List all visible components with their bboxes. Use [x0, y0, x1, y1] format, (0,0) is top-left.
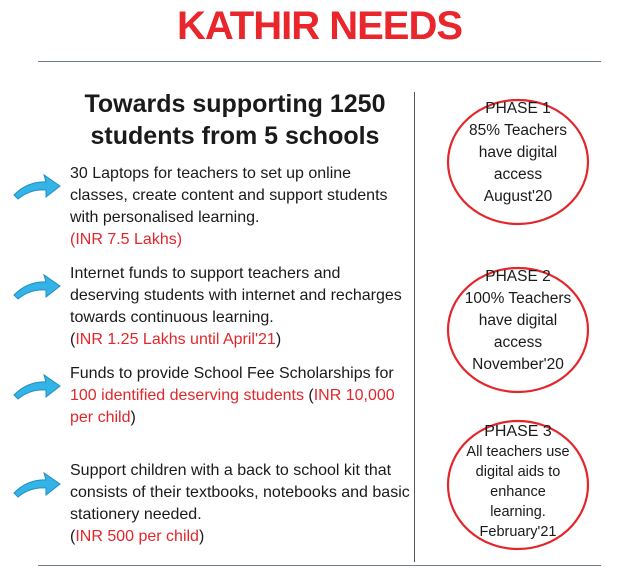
phase-label: PHASE 2 [485, 268, 551, 285]
arrow-right-icon [12, 273, 62, 303]
need-item-laptops [70, 163, 410, 251]
arrow-right-icon [12, 373, 62, 403]
top-divider [38, 61, 601, 62]
arrow-right-icon [12, 173, 62, 203]
arrow-right-icon [12, 471, 62, 501]
item-cost: INR 1.25 Lakhs until April'21 [75, 331, 276, 348]
item-highlight: 100 identified deserving students [70, 387, 304, 404]
item-cost: INR 10,000 per child [70, 387, 395, 426]
item-cost: (INR 7.5 Lakhs) [70, 231, 183, 248]
item-text: Funds to provide School Fee Scholarships for [70, 365, 394, 382]
item-cost: INR 500 per child [75, 528, 199, 545]
phase-2-circle: PHASE 2 100% Teachers have digital access November'20 [442, 264, 594, 392]
item-text: 30 Laptops for teachers to set up online classes, create content and support students with personalised learning. [70, 165, 388, 226]
need-item-school-kit: Support children with a back to school kit that consists of their textbooks, notebooks and basic stationery needed. (INR 500 per child) [70, 462, 410, 545]
item-text: Internet funds to support teachers and deserving students with internet and recharges towards continuous learning. [70, 265, 402, 326]
phase-3-circle: PHASE 3 All teachers use digital aids to enhance learning. February'21 [442, 420, 594, 548]
phase-label: PHASE 1 [485, 100, 551, 117]
need-item-internet: Internet funds to support teachers and deserving students with internet and recharges towards continuous learning. (INR 1.25 Lakhs until April'21) [70, 265, 402, 348]
column-divider [414, 92, 415, 562]
subtitle: Towards supporting 1250 students from 5 schools [84, 90, 386, 150]
phase-label: PHASE 3 [484, 423, 552, 440]
page-title: KATHIR NEEDS [176, 4, 463, 48]
phase-1-circle: PHASE 1 85% Teachers have digital access August'20 [442, 96, 594, 224]
bottom-divider [38, 565, 601, 566]
need-item-scholarships: Funds to provide School Fee Scholarships for 100 identified deserving students (INR 10,000 per child) [70, 365, 395, 426]
item-text: Support children with a back to school kit that consists of their textbooks, notebooks and basic stationery needed. [70, 462, 410, 523]
